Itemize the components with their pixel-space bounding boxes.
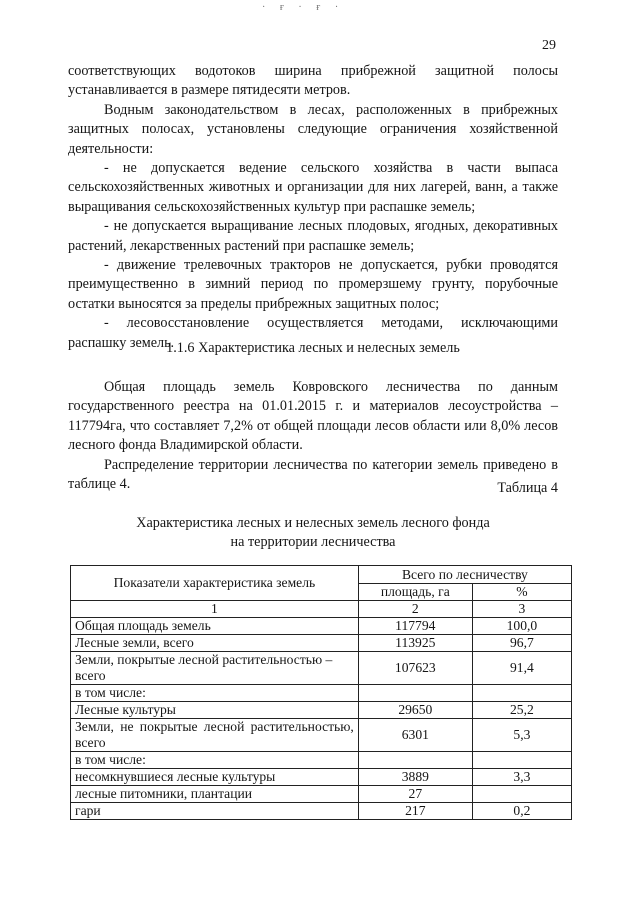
table-row <box>71 786 572 803</box>
row-percent: 96,7 <box>472 635 571 652</box>
header-percent: % <box>472 584 571 601</box>
table-label: Таблица 4 <box>497 480 558 496</box>
row-area: 107623 <box>358 652 472 685</box>
intro-paragraph-1: соответствующих водотоков ширина прибрежной защитной полосы устанавливается в размере пятидесяти метров. <box>68 63 558 99</box>
table-header-row <box>71 566 572 584</box>
restriction-item: - не допускается выращивание лесных плодовых, ягодных, декоративных растений, лекарственных растений при распашке земель; <box>68 218 558 254</box>
table-row <box>71 769 572 786</box>
restriction-item: - движение трелевочных тракторов не допускается, рубки проводятся преимущественно в зимний период по промерзшему грунту, порубочные остатки выносятся за пределы прибрежных защитных полос; <box>68 257 558 312</box>
row-area: 27 <box>358 786 472 803</box>
page-number: 29 <box>542 38 556 53</box>
scan-marks: · ғ · ғ · <box>262 2 345 13</box>
row-percent <box>472 685 571 702</box>
land-table <box>70 565 572 820</box>
row-label: гари <box>71 803 359 820</box>
row-label: в том числе: <box>71 752 359 769</box>
row-percent: 0,2 <box>472 803 571 820</box>
column-number: 3 <box>472 601 571 618</box>
row-label: Лесные земли, всего <box>71 635 359 652</box>
column-number: 1 <box>71 601 359 618</box>
table-row <box>71 719 572 752</box>
row-area <box>358 685 472 702</box>
row-area: 217 <box>358 803 472 820</box>
table-row <box>71 635 572 652</box>
row-percent: 5,3 <box>472 719 571 752</box>
row-label: Лесные культуры <box>71 702 359 719</box>
row-area: 113925 <box>358 635 472 652</box>
row-label: Земли, покрытые лесной растительностью – всего <box>71 652 359 685</box>
intro-text <box>68 62 558 353</box>
table-row <box>71 752 572 769</box>
table-row <box>71 803 572 820</box>
row-label: лесные питомники, плантации <box>71 786 359 803</box>
table-title-line-1: Характеристика лесных и нелесных земель лесного фонда <box>136 515 490 531</box>
row-area <box>358 752 472 769</box>
row-percent: 91,4 <box>472 652 571 685</box>
restriction-item: - не допускается ведение сельского хозяйства в части выпаса сельскохозяйственных животных и организации для них лагерей, ванн, а также выращивания сельскохозяйственных культур при распашке земель; <box>68 160 558 215</box>
section-paragraph-2: Распределение территории лесничества по категории земель приведено в таблице 4. <box>68 456 558 493</box>
table-title-line-2: на территории лесничества <box>230 534 396 551</box>
row-area: 6301 <box>358 719 472 752</box>
row-label: в том числе: <box>71 685 359 702</box>
header-area: площадь, га <box>358 584 472 601</box>
row-percent <box>472 752 571 769</box>
table-number-row <box>71 601 572 618</box>
row-percent: 3,3 <box>472 769 571 786</box>
section-text <box>68 378 558 494</box>
table-title <box>68 514 558 553</box>
table-row <box>71 702 572 719</box>
row-percent: 25,2 <box>472 702 571 719</box>
section-paragraph-1: Общая площадь земель Ковровского лесничества по данным государственного реестра на 01.01.2015 г. и материалов лесоустройства – 117794га, что составляет 7,2% от общей площади лесов области или 8,0% лесов лесного фонда Владимирской области. <box>68 379 558 454</box>
row-label: несомкнувшиеся лесные культуры <box>71 769 359 786</box>
row-area: 29650 <box>358 702 472 719</box>
table-row <box>71 652 572 685</box>
row-area: 3889 <box>358 769 472 786</box>
row-percent: 100,0 <box>472 618 571 635</box>
row-area: 117794 <box>358 618 472 635</box>
header-indicator: Показатели характеристика земель <box>71 566 359 601</box>
row-label: Земли, не покрытые лесной растительностью, всего <box>71 719 359 752</box>
table-row <box>71 685 572 702</box>
table-row <box>71 618 572 635</box>
row-percent <box>472 786 571 803</box>
column-number: 2 <box>358 601 472 618</box>
restriction-item: - лесовосстановление осуществляется методами, исключающими распашку земель. <box>68 315 558 351</box>
header-total-group: Всего по лесничеству <box>358 566 571 584</box>
row-label: Общая площадь земель <box>71 618 359 635</box>
section-heading: 1.1.6 Характеристика лесных и нелесных земель <box>166 340 460 356</box>
intro-paragraph-2: Водным законодательством в лесах, расположенных в прибрежных защитных полосах, установлены следующие ограничения хозяйственной деятельности: <box>68 101 558 157</box>
